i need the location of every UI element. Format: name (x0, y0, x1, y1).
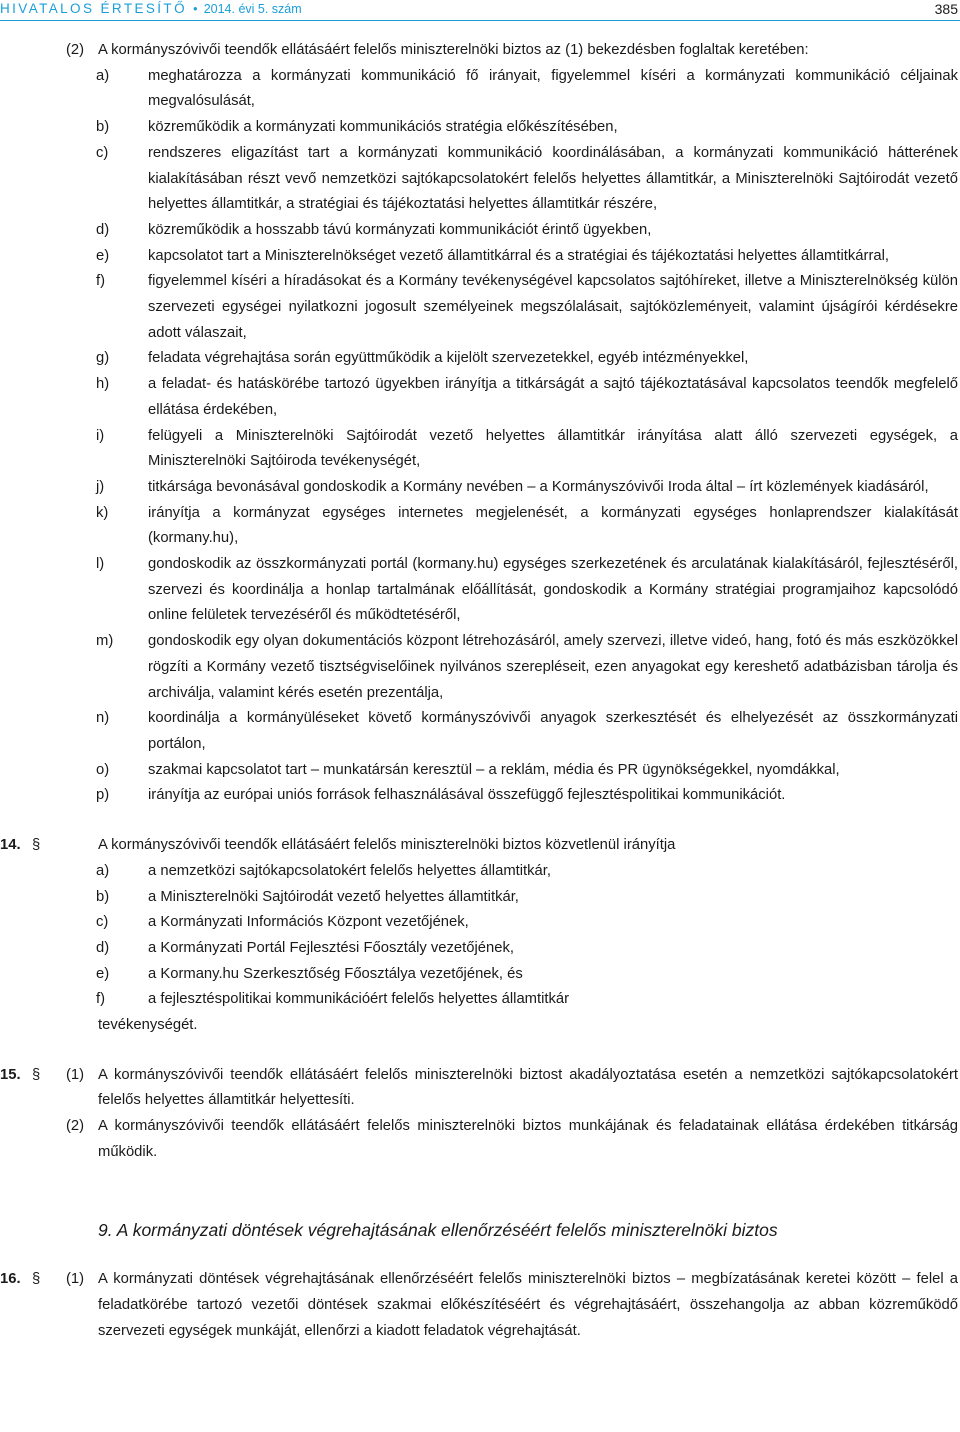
item-label: d) (96, 221, 110, 238)
paragraph-number: (2) (66, 42, 85, 58)
list-item (0, 372, 960, 423)
issue-label: 2014. évi 5. szám (203, 2, 302, 16)
item-text: szakmai kapcsolatot tart – munkatársán keresztül – a reklám, média és PR ügynökségekkel, nyomdákkal, (148, 761, 840, 778)
item-text: a Kormányzati Portál Fejlesztési Főosztály vezetőjének, (148, 939, 514, 956)
list-item (0, 783, 960, 809)
list-item (0, 346, 960, 372)
item-text: a fejlesztéspolitikai kommunikációért felelős helyettes államtitkár (148, 991, 570, 1008)
item-label: m) (96, 633, 114, 650)
header-separator: • (193, 2, 198, 16)
section-16 (0, 1267, 960, 1344)
list-item (0, 552, 960, 629)
item-text: közreműködik a kormányzati kommunikációs stratégia előkészítésében, (148, 119, 618, 136)
list-item (0, 501, 960, 552)
item-text: irányítja az európai uniós források felhasználásával összefüggő fejlesztéspolitikai kommunikációt. (148, 787, 786, 804)
running-head (0, 1, 302, 16)
section-intro: A kormányszóvivői teendők ellátásáért felelős miniszterelnöki biztos közvetlenül irányítja (98, 837, 676, 854)
item-label: f) (96, 991, 106, 1008)
item-label: b) (96, 888, 110, 905)
item-text: kapcsolatot tart a Miniszterelnökséget vezető államtitkárral és a stratégiai és tájékoztatási helyettes államtitkárral, (148, 247, 890, 264)
item-label: g) (96, 350, 110, 367)
item-label: a) (96, 862, 110, 879)
subsection-text: A kormányszóvivői teendők ellátásáért felelős miniszterelnöki biztost akadályoztatása esetén a nemzetközi sajtókapcsolatokért felelős helyettes államtitkár helyettesíti. (98, 1066, 958, 1109)
section-14 (0, 833, 960, 1039)
list-item (0, 64, 960, 115)
item-text: titkársága bevonásával gondoskodik a Kormány nevében – a Kormányszóvivői Iroda által – írt közlemények kiadásáról, (148, 478, 929, 495)
subsection-text: A kormányszóvivői teendők ellátásáért felelős miniszterelnöki biztos munkájának és feladatainak ellátása érdekében titkárság működik. (98, 1118, 958, 1160)
list-item (0, 115, 960, 141)
list-item (0, 244, 960, 270)
item-text: koordinálja a kormányüléseket követő kormányszóvivői anyagok szerkesztését és elhelyezését az összkormányzati portálon, (148, 710, 958, 752)
item-text: irányítja a kormányzat egységes internetes megjelenését, a kormányzati egységes honlaprendszer kialakítását (kormany.hu), (148, 504, 958, 547)
item-text: a nemzetközi sajtókapcsolatokért felelős helyettes államtitkár, (148, 862, 551, 879)
item-label: a) (96, 67, 110, 84)
item-label: j) (96, 478, 105, 495)
item-label: o) (96, 761, 110, 778)
item-label: c) (96, 144, 109, 161)
item-label: k) (96, 504, 109, 521)
section-symbol: § (32, 1066, 41, 1083)
item-text: közreműködik a hosszabb távú kormányzati kommunikációt érintő ügyekben, (148, 221, 652, 238)
subsection (0, 1114, 960, 1165)
item-list (0, 64, 960, 809)
paragraph-2 (0, 38, 960, 64)
item-label: l) (96, 556, 105, 573)
item-label: f) (96, 273, 106, 290)
item-label: e) (96, 965, 110, 982)
section-closing: tevékenységét. (98, 1017, 198, 1034)
list-item (0, 936, 960, 962)
item-label: b) (96, 119, 110, 136)
subsection-number: (1) (66, 1271, 85, 1288)
section-symbol: § (32, 1271, 41, 1288)
section-heading: 9. A kormányzati döntések végrehajtásának ellenőrzéséért felelős miniszterelnöki biztos (98, 1219, 778, 1240)
list-item (0, 758, 960, 784)
item-text: a Miniszterelnöki Sajtóirodát vezető helyettes államtitkár, (148, 888, 519, 905)
list-item (0, 141, 960, 218)
item-label: c) (96, 914, 109, 931)
header-rule (0, 20, 960, 21)
list-item (0, 859, 960, 885)
subsection-number: (1) (66, 1066, 85, 1083)
list-item (0, 218, 960, 244)
item-label: e) (96, 247, 110, 264)
item-text: meghatározza a kormányzati kommunikáció fő irányait, figyelemmel kíséri a kormányzati kommunikáció céljainak megvalósulását, (148, 67, 958, 110)
journal-title: HIVATALOS ÉRTESÍTŐ (0, 1, 187, 16)
item-label: p) (96, 787, 110, 804)
page-number: 385 (934, 1, 958, 17)
item-text: a Kormányzati Információs Központ vezetőjének, (148, 914, 469, 931)
subsection-number: (2) (66, 1118, 85, 1135)
item-label: h) (96, 376, 110, 393)
item-text: felügyeli a Miniszterelnöki Sajtóirodát vezető helyettes államtitkár irányítása alatt álló szervezeti egységek, a Miniszterelnöki Sajtóiroda tevékenységét, (148, 427, 958, 470)
section-number: 15. (0, 1066, 21, 1083)
page-header (0, 0, 960, 20)
list-item (0, 269, 960, 346)
list-item (0, 424, 960, 475)
document-body (0, 38, 960, 1344)
item-text: a Kormany.hu Szerkesztőség Főosztálya vezetőjének, és (148, 965, 523, 982)
list-item (0, 706, 960, 757)
list-item (0, 475, 960, 501)
subsection (0, 1063, 960, 1114)
list-item (0, 987, 960, 1013)
list-item (0, 910, 960, 936)
section-symbol: § (32, 837, 41, 854)
section-number: 14. (0, 837, 21, 854)
item-label: n) (96, 710, 110, 727)
item-text: gondoskodik az összkormányzati portál (kormany.hu) egységes szerkezetének és arculatának kialakításáról, fejlesztéséről, szervezi és koordinálja a honlap tartalmának előállítását, gondoskodik a Kormány stratégiai programjaihoz kapcsolódó online felületek tervezéséről és működtetéséről, (148, 556, 958, 624)
paragraph-intro: A kormányszóvivői teendők ellátásáért felelős miniszterelnöki biztos az (1) bekezdésben foglaltak keretében: (98, 42, 809, 58)
item-text: rendszeres eligazítást tart a kormányzati kommunikáció koordinálásában, a kormányzati kommunikáció hátterének kialakításában részt vevő nemzetközi sajtókapcsolatokért felelős helyettes államtitkár, a Miniszterelnöki Sajtóirodát vezető helyettes államtitkár, a stratégiai és tájékoztatási helyettes államtitkár részére, (148, 144, 958, 213)
list-item (0, 885, 960, 911)
item-label: d) (96, 939, 110, 956)
item-text: feladata végrehajtása során együttműködik a kijelölt szervezetekkel, egyéb intézményekkel, (148, 350, 749, 367)
item-text: gondoskodik egy olyan dokumentációs központ létrehozásáról, amely szervezi, illetve videó, hang, fotó és más eszközökkel rögzíti a Kormány vezető tisztségviselőinek nyilvános szerepléseit, ezen anyagokat egy kereshető adatbázisban tárolja és archiválja, valamint kérés esetén prezentálja, (148, 633, 958, 701)
list-item (0, 629, 960, 706)
subsection (0, 1267, 960, 1344)
item-text: a feladat- és hatáskörébe tartozó ügyekben irányítja a titkárságát a sajtó tájékoztatásával kapcsolatos teendők megfelelő ellátása érdekében, (148, 376, 958, 418)
item-text: figyelemmel kíséri a híradásokat és a Kormány tevékenységével kapcsolatos sajtóhíreket, illetve a Miniszterelnökség külön szervezeti egységei nyilatkozni jogosult személyeinek megszólalásait, sajtóközleményeit, valamint újságírói kérdésekre adott válaszait, (148, 273, 958, 341)
section-15 (0, 1063, 960, 1166)
list-item (0, 962, 960, 988)
item-label: i) (96, 427, 105, 444)
subsection-text: A kormányzati döntések végrehajtásának ellenőrzéséért felelős miniszterelnöki biztos – megbízatásának keretei között – felel a feladatkörébe tartozó vezetői döntések szakmai előkészítéséért és végrehajtásáért, összehangolja az abban közreműködő szervezeti egységek munkáját, ellenőrzi a kiadott feladatok végrehajtását. (98, 1271, 958, 1339)
section-number: 16. (0, 1271, 21, 1288)
